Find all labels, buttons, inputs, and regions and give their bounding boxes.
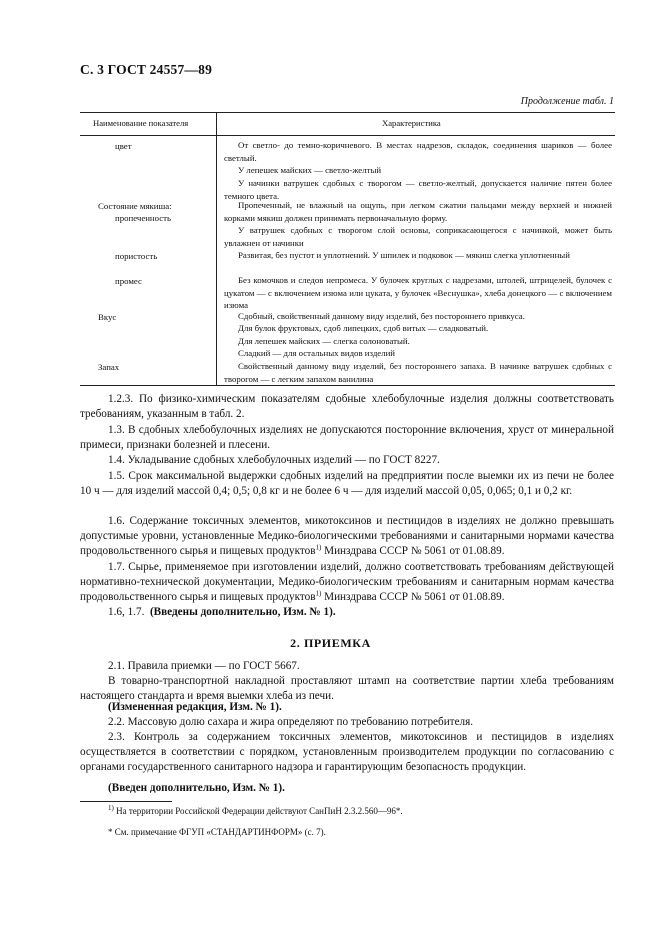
amendment-note-2-1: (Измененная редакция, Изм. № 1). — [108, 701, 282, 713]
footnote-1-mark: 1) — [108, 804, 114, 812]
char-smell: Свойственный данному виду изделий, без постороннего запаха. В начинке ватрушек сдобных с творогом — с легким запахом ванилина — [224, 361, 612, 384]
paragraph-1-7-text: 1.7. Сырье, применяемое при изготовлении изделий, должно соответствовать требованиям действующей нормативно-технической документации, Медико-биологическим требованиям и санитарным нормам качества продовольственного сырья и пищевых продуктов — [80, 561, 614, 604]
column-header-indicator: Наименование показателя — [93, 118, 189, 128]
paragraph-1-6-tail: Минздрава СССР № 5061 от 01.08.89. — [321, 545, 505, 558]
column-header-characteristic: Характеристика — [382, 118, 441, 128]
page-header: С. 3 ГОСТ 24557—89 — [80, 62, 213, 77]
paragraph-2-2: 2.2. Массовую долю сахара и жира определяют по требованию потребителя. — [108, 716, 474, 728]
paragraph-1-4: 1.4. Укладывание сдобных хлебобулочных изделий — по ГОСТ 8227. — [108, 454, 440, 466]
indicator-mixing: промес — [115, 276, 142, 286]
footnote-1 — [108, 805, 403, 817]
paragraph-1-5: 1.5. Срок максимальной выдержки сдобных изделий на предприятии после выемки их из печи не более 10 ч — для изделий массой 0,4; 0,5; 0,8 кг и не более 6 ч — для изделий массой 0,05, 0,065; 0,1 и 0,2 кг. — [80, 470, 614, 498]
amendment-note-1-6-1-7 — [80, 605, 614, 620]
char-taste-sweetish: Для булок фруктовых, сдоб липецких, сдоб витых — сладковатый. — [238, 323, 489, 333]
indicator-crumb-state: Состояние мякиша: — [98, 201, 172, 211]
section-title-acceptance: 2. ПРИЕМКА — [290, 636, 371, 650]
paragraph-1-2-3: 1.2.3. По физико-химическим показателям сдобные хлебобулочные изделия должны соответствовать требованиям, указанным в табл. 2. — [80, 393, 614, 421]
paragraph-1-6-text: 1.6. Содержание токсичных элементов, микотоксинов и пестицидов в изделиях не должно превышать допустимые уровни, установленные Медико-биологическими требованиями и санитарными нормами качества продовольственного сырья и пищевых продуктов — [80, 515, 614, 558]
table-column-divider — [216, 112, 217, 385]
char-color-lepeshki: У лепешек майских — светло-желтый — [238, 165, 382, 175]
paragraph-1-7-tail: Минздрава СССР № 5061 от 01.08.89. — [321, 591, 505, 604]
char-mixing: Без комочков и следов непромеса. У булочек круглых с надрезами, штолей, штрицелей, булочек с цукатом — с включением изюма или цуката, у булочек «Веснушка», хлеба донецкого — с включением изюма — [224, 275, 612, 311]
table-top-rule — [80, 112, 615, 113]
table-header-rule — [80, 135, 615, 136]
indicator-porosity: пористость — [115, 251, 158, 261]
indicator-taste: Вкус — [98, 312, 117, 322]
paragraph-1-7 — [80, 560, 614, 606]
footnote-ref: 1) — [315, 589, 322, 598]
amendment-text: (Введены дополнительно, Изм. № 1). — [149, 606, 336, 618]
amendment-ref: 1.6, 1.7. — [108, 606, 145, 618]
char-taste-general: Сдобный, свойственный данному виду изделий, без постороннего привкуса. — [238, 311, 525, 321]
paragraph-1-3: 1.3. В сдобных хлебобулочных изделиях не допускаются посторонние включения, хруст от минеральной примеси, признаки болезней и плесени. — [80, 424, 614, 452]
char-color-vatrushki: У начинки ватрушек сдобных с творогом — светло-желтый, допускается наличие пятен более темного цвета. — [224, 178, 612, 201]
char-porosity: Развитая, без пустот и уплотнений. У шпилек и подковок — мякиш слегка уплотненный — [238, 250, 570, 260]
indicator-baked: пропеченность — [115, 213, 172, 223]
indicator-color: цвет — [115, 141, 132, 151]
footnote-ref: 1) — [315, 543, 322, 552]
char-baked-vatrushki: У ватрушек сдобных с творогом слой основы, соприкасающегося с начинкой, может быть увлажнен от начинки — [224, 225, 612, 248]
char-color-general: От светло- до темно-коричневого. В местах надрезов, складок, соединения шариков — более светлый. — [224, 140, 612, 163]
char-taste-saltish: Для лепешек майских — слегка солоноватый. — [238, 336, 410, 346]
footnote-star: * См. примечание ФГУП «СТАНДАРТИНФОРМ» (с. 7). — [108, 827, 326, 837]
char-taste-sweet: Сладкий — для остальных видов изделий — [238, 348, 396, 358]
table-continuation-label: Продолжение табл. 1 — [520, 96, 614, 107]
paragraph-2-1-waybill: В товарно-транспортной накладной проставляют штамп на соответствие партии хлеба требованиям настоящего стандарта и время выемки хлеба из печи. — [80, 675, 614, 703]
indicator-smell: Запах — [98, 362, 120, 372]
char-baked-general: Пропеченный, не влажный на ощупь, при легком сжатии пальцами между верхней и нижней корками мякиш должен принимать первоначальную форму. — [224, 200, 612, 223]
paragraph-2-3: 2.3. Контроль за содержанием токсичных элементов, микотоксинов и пестицидов в изделиях осуществляется в соответствии с порядком, установленным производителем продукции по согласованию с органами государственного санитарного надзора и гарантирующим безопасность продукции. — [80, 731, 614, 774]
paragraph-1-6 — [80, 514, 614, 560]
paragraph-2-1: 2.1. Правила приемки — по ГОСТ 5667. — [108, 660, 300, 672]
amendment-note-2-3: (Введен дополнительно, Изм. № 1). — [108, 782, 285, 794]
footnote-rule — [80, 801, 172, 802]
table-bottom-rule — [80, 385, 615, 386]
footnote-1-text: На территории Российской Федерации действуют СанПиН 2.3.2.560—96*. — [113, 806, 403, 816]
